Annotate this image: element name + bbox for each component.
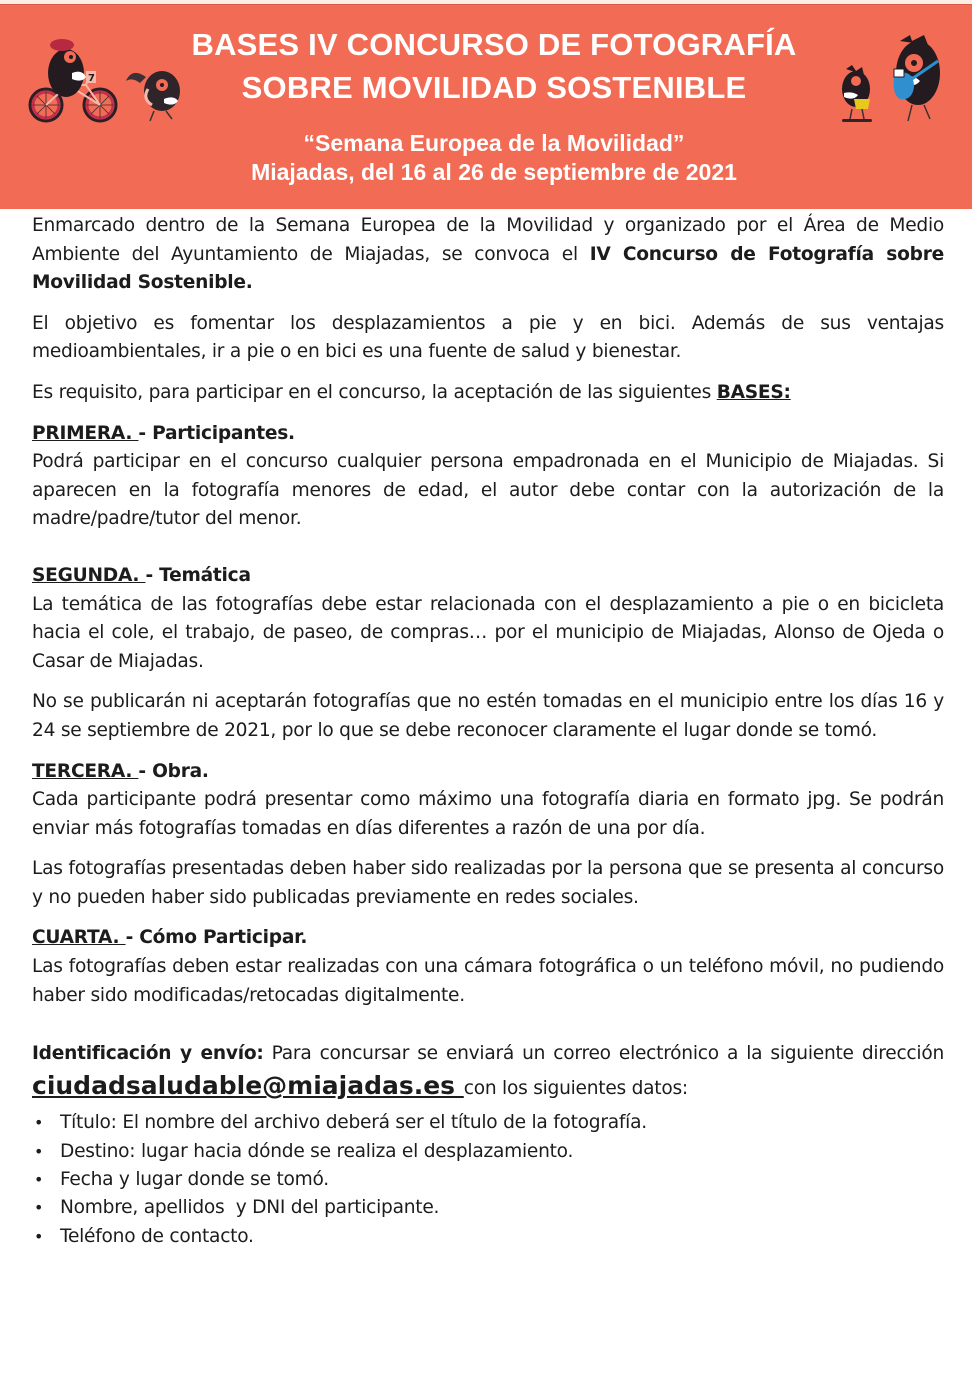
title-line-2: SOBRE MOVILIDAD SOSTENIBLE (241, 70, 747, 105)
title-line-1: BASES IV CONCURSO DE FOTOGRAFÍA (191, 27, 797, 62)
photographer-mascot-icon (886, 33, 950, 127)
section-heading-cuarta (32, 924, 944, 953)
intro-text: Enmarcado dentro de la Semana Europea de la Movilidad y organizado por el Área de Medio Ambiente del Ayuntamiento de Miajadas, se convoca el (32, 215, 944, 265)
section-title: - Cómo Participar. (125, 927, 308, 949)
page-title (140, 23, 848, 109)
section-title: - Temática (145, 564, 251, 586)
list-item: • Nombre, apellidos y DNI del participante. (60, 1194, 944, 1222)
identificacion-paragraph (32, 1038, 944, 1105)
identificacion-text-after: con los siguientes datos: (463, 1078, 688, 1100)
list-item: • Título: El nombre del archivo deberá ser el título de la fotografía. (60, 1109, 944, 1137)
bases-label: BASES: (716, 381, 791, 403)
primera-paragraph-1: Podrá participar en el concurso cualquier persona empadronada en el Municipio de Miajadas. Si aparecen en la fotografía menores de edad, el autor debe contar con la autorización de la madre/padre/tutor del menor. (32, 451, 944, 530)
tercera-paragraph-2: Las fotografías presentadas deben haber sido realizadas por la persona que se presenta al concurso y no pueden haber sido publicadas previamente en redes sociales. (32, 858, 944, 908)
section-number: SEGUNDA. (32, 564, 146, 586)
subtitle-line-1: “Semana Europea de la Movilidad” (303, 130, 685, 156)
document-body (32, 212, 944, 1251)
requirement-text: Es requisito, para participar en el concurso, la aceptación de las siguientes (32, 381, 717, 403)
header-banner (0, 4, 972, 209)
segunda-paragraph-2: No se publicarán ni aceptarán fotografías que no estén tomadas en el municipio entre los días 16 y 24 se septiembre de 2021, por lo que se debe reconocer claramente el lugar donde se tomó. (32, 691, 944, 741)
section-title: - Obra. (138, 760, 209, 782)
cyclist-mascot-icon (28, 33, 123, 129)
list-item: • Teléfono de contacto. (60, 1223, 944, 1251)
section-title: - Participantes. (138, 422, 295, 444)
cuarta-paragraph-1: Las fotografías deben estar realizadas con una cámara fotográfica o un teléfono móvil, no pudiendo haber sido modificadas/retocadas digitalmente. (32, 956, 944, 1006)
list-item: • Destino: lugar hacia dónde se realiza el desplazamiento. (60, 1138, 944, 1166)
segunda-paragraph-1: La temática de las fotografías debe estar relacionada con el desplazamiento a pie o en bicicleta hacia el cole, el trabajo, de paseo, de compras… por el municipio de Miajadas, Alonso de Ojeda o Casar de Miajadas. (32, 593, 944, 672)
section-number: TERCERA. (32, 760, 139, 782)
list-item: • Fecha y lugar donde se tomó. (60, 1166, 944, 1194)
tercera-paragraph-1: Cada participante podrá presentar como máximo una fotografía diaria en formato jpg. Se podrán enviar más fotografías tomadas en días diferentes a razón de una por día. (32, 789, 944, 839)
email-link[interactable]: ciudadsaludable@miajadas.es (32, 1071, 464, 1101)
required-data-list (32, 1109, 944, 1251)
intro-paragraph-2: El objetivo es fomentar los desplazamientos a pie y en bici. Además de sus ventajas medioambientales, ir a pie o en bici es una fuente de salud y bienestar. (32, 312, 944, 363)
section-heading-primera (32, 420, 944, 449)
intro-paragraph-3 (32, 379, 944, 408)
cyclist-number: 7 (88, 73, 95, 84)
subtitle-line-2: Miajadas, del 16 al 26 de septiembre de 2021 (251, 159, 737, 185)
section-number: PRIMERA. (32, 422, 139, 444)
identificacion-text: Para concursar se enviará un correo electrónico a la siguiente dirección (263, 1043, 944, 1065)
intro-paragraph-1 (32, 212, 944, 298)
section-heading-segunda (32, 562, 944, 591)
section-number: CUARTA. (32, 927, 126, 949)
identificacion-label: Identificación y envío: (32, 1043, 264, 1065)
contest-name: IV Concurso de Fotografía sobre Movilidad Sostenible. (32, 243, 944, 294)
skateboard-mascot-icon (836, 63, 880, 127)
page-subtitle (140, 129, 848, 187)
section-heading-tercera (32, 758, 944, 787)
